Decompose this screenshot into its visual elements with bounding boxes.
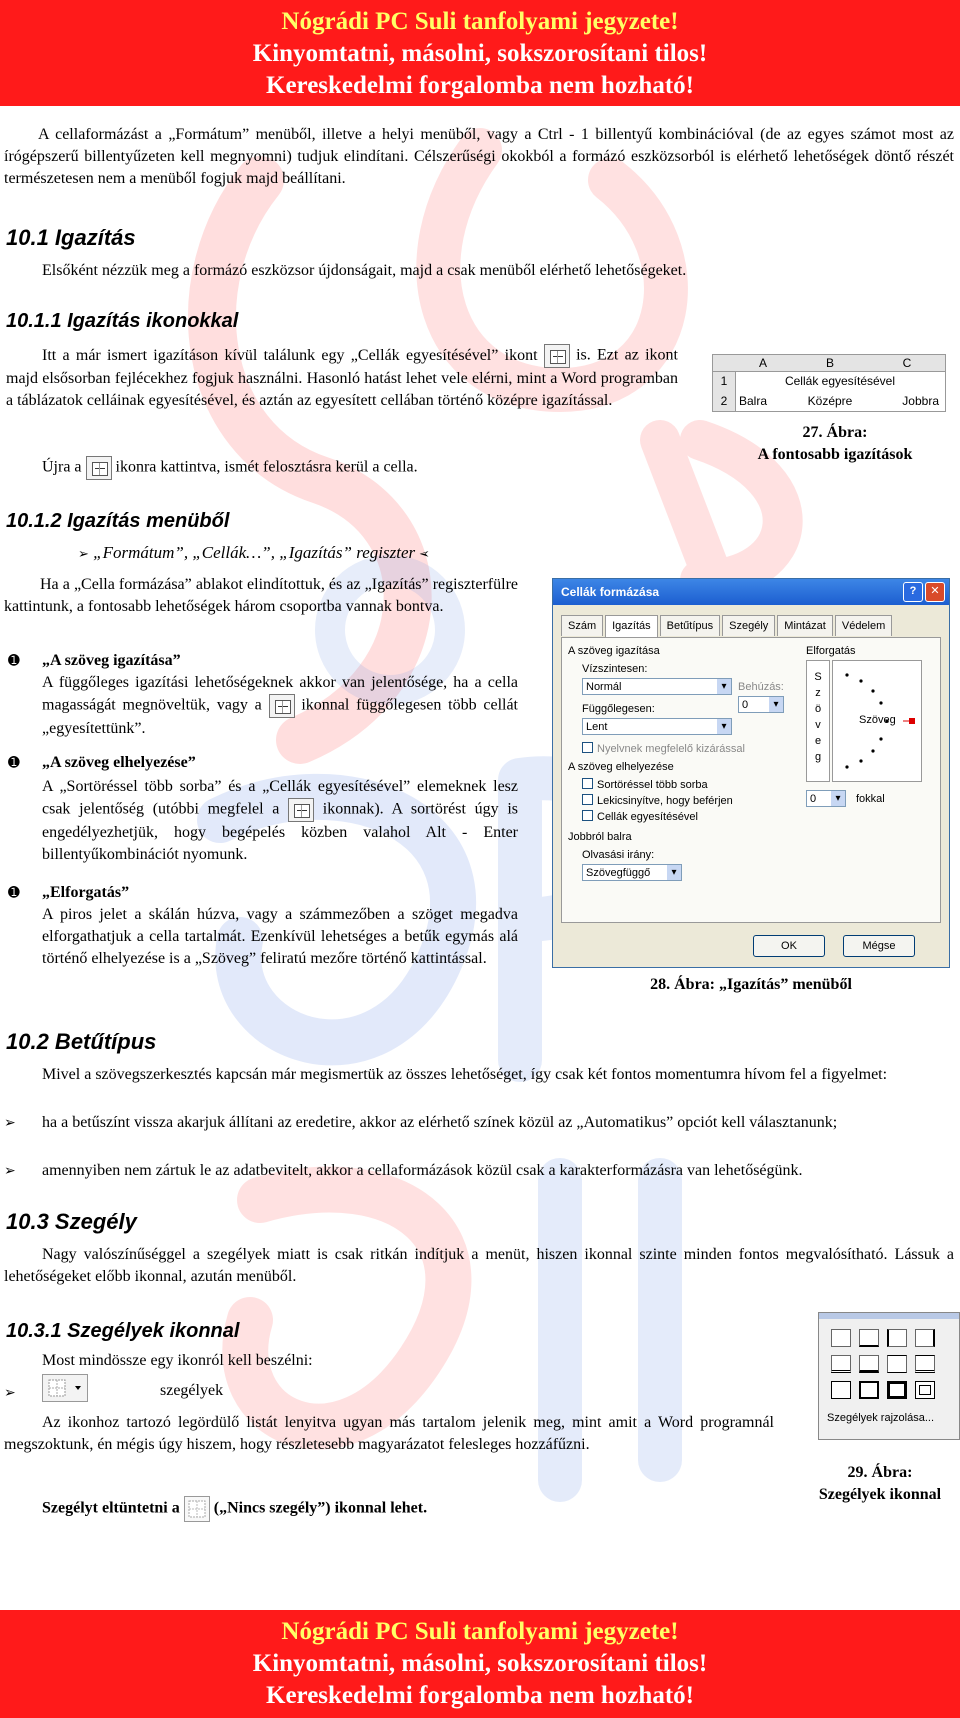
border-option[interactable]	[887, 1329, 907, 1347]
figure-29-number: 29. Ábra:	[847, 1464, 913, 1481]
figure-29-caption	[800, 1462, 960, 1506]
group-orientation: Elforgatás	[806, 645, 856, 657]
number-bullet-icon: ➊	[8, 885, 20, 901]
vertical-text-box[interactable]	[806, 660, 830, 782]
direction-select[interactable]: Szövegfüggő ▾	[582, 864, 682, 881]
b2-title: „A szöveg elhelyezése”	[42, 754, 196, 771]
borders-label: szegélyek	[160, 1382, 224, 1399]
s10-1-1-p2a: Újra a	[42, 458, 82, 476]
borders-icon-graphic	[43, 1375, 87, 1401]
banner-line-2: Kinyomtatni, másolni, sokszorosítani tilos!	[252, 40, 708, 67]
cell-right: Jobbra	[902, 394, 939, 408]
row-1: 1	[713, 372, 736, 391]
alignment-pane	[561, 637, 941, 923]
orientation-dial[interactable]	[832, 660, 922, 782]
s10-3-1-p3	[42, 1496, 427, 1522]
dialog-tabs	[561, 615, 894, 638]
orientation-text: Szöveg	[859, 714, 896, 726]
s10-1-2-p1: Ha a „Cella formázása” ablakot elindítottuk, és az „Igazítás” regiszterfülre kattintunk, a fontosabb lehetőségek három csoportba vannak bontva.	[4, 576, 518, 615]
borders-icon	[42, 1374, 88, 1402]
letter: S	[814, 671, 822, 683]
arrow-end-icon: ➢	[419, 547, 431, 562]
tab-alignment[interactable]: Igazítás	[605, 615, 658, 638]
heading-10-3: 10.3 Szegély	[6, 1209, 137, 1234]
header-banner	[0, 0, 960, 106]
draw-borders-option[interactable]: Szegélyek rajzolása...	[827, 1412, 934, 1424]
tab-patterns[interactable]: Mintázat	[777, 615, 833, 636]
border-option[interactable]	[859, 1329, 879, 1347]
shrink-to-fit-checkbox[interactable]: Lekicsinyítve, hogy beférjen	[582, 794, 733, 808]
borders-palette	[818, 1312, 960, 1440]
b1-text-a: A függőleges igazítási lehetőségeknek akkor van jelentősége, ha a cella magasságát megnöveltük, vagy a	[42, 674, 518, 714]
border-option[interactable]	[887, 1355, 907, 1373]
dialog-titlebar	[553, 579, 949, 605]
border-option[interactable]	[915, 1329, 935, 1347]
s10-1-1-p1c: Ezt az ikont majd elsősorban fejlécekhez fogjuk használni. Hasonló hatást lehet vele elérni, mint a Word programban a táblázatok celláinak egyesítésével, és aztán az egyesített cellában történő középre igazítással.	[6, 346, 678, 409]
group-text-control: A szöveg elhelyezése	[568, 761, 674, 773]
group-rtl: Jobbról balra	[568, 831, 632, 843]
arrow-bullet-icon: ➢	[78, 547, 89, 562]
b3-title: „Elforgatás”	[42, 884, 130, 901]
border-option[interactable]	[831, 1355, 851, 1373]
tab-protection[interactable]: Védelem	[835, 615, 892, 636]
intro-paragraph: A cellaformázást a „Formátum” menüből, illetve a helyi menüből, vagy a Ctrl - 1 billentyű kombinációval (de az egyes számot most az írógépszerű billentyűzeten kell megnyomni) tudjuk elindítani. Célszerűségi okokból a formázó eszközsorból is elérhető lehetőségek döntő részét természetesen nem a menüből fogjuk majd beállítani.	[4, 126, 954, 187]
heading-10-1: 10.1 Igazítás	[6, 225, 136, 250]
s10-3-p1: Nagy valószínűséggel a szegélyek miatt is csak ritkán indítjuk a menüt, hiszen ikonnal szinte minden fontos megvalósítható. Lássuk a lehetőségeket előbb ikonnal, azután menüből.	[4, 1246, 954, 1285]
s10-3-1-p1: Most mindössze egy ikonról kell beszélni:	[42, 1352, 313, 1369]
letter: ö	[814, 703, 822, 715]
banner-line-1: Nógrádi PC Suli tanfolyami jegyzete!	[281, 8, 679, 35]
col-a: A	[735, 355, 791, 372]
merged-cell: Cellák egyesítésével	[784, 374, 896, 388]
cancel-button[interactable]: Mégse	[843, 935, 915, 957]
indent-input[interactable]: 0 ▾	[738, 696, 784, 713]
tab-number[interactable]: Szám	[561, 615, 603, 636]
s10-1-1-p1a: Itt a már ismert igazításon kívül találunk egy „Cellák egyesítésével” ikont	[42, 346, 538, 364]
footer-line-2: Kinyomtatni, másolni, sokszorosítani tilos!	[252, 1650, 708, 1677]
letter: z	[815, 687, 821, 699]
s10-2-p1: Mivel a szövegszerkesztés kapcsán már megismertük az összes lehetőséget, így csak két fontos momentumra hívom fel a figyelmet:	[42, 1066, 888, 1083]
menu-path-text: „Formátum”, „Cellák…”, „Igazítás” regiszter	[93, 543, 416, 562]
arrow-bullet-icon: ➢	[4, 1163, 16, 1179]
figure-27-title: A fontosabb igazítások	[757, 446, 913, 463]
footer-banner	[0, 1610, 960, 1718]
no-border-icon	[184, 1496, 210, 1522]
wrap-text-checkbox[interactable]: Sortöréssel több sorba	[582, 778, 708, 792]
cell-center: Középre	[807, 394, 853, 408]
row-2: 2	[713, 391, 736, 411]
no-border-icon-graphic	[185, 1497, 209, 1521]
degrees-label: fokkal	[856, 793, 885, 805]
arrow-bullet-icon: ➢	[4, 1385, 16, 1401]
b1-title: „A szöveg igazítása”	[42, 652, 181, 669]
footer-line-3: Kereskedelmi forgalomba nem hozható!	[266, 1682, 694, 1709]
dialog-title: Cellák formázása	[561, 585, 660, 599]
border-option[interactable]	[915, 1355, 935, 1373]
figure-28-caption: 28. Ábra: „Igazítás” menüből	[650, 976, 852, 993]
border-option[interactable]	[859, 1355, 879, 1373]
vertical-label: Függőlegesen:	[582, 703, 655, 715]
vertical-text-letters	[807, 661, 829, 765]
col-b: B	[791, 355, 869, 372]
merge-cells-icon	[288, 798, 314, 822]
s10-1-1-p2	[42, 456, 682, 480]
footer-line-1: Nógrádi PC Suli tanfolyami jegyzete!	[281, 1618, 679, 1645]
heading-10-1-1: 10.1.1 Igazítás ikonokkal	[6, 310, 239, 332]
col-c: C	[869, 355, 945, 372]
s10-3-1-p2: Az ikonhoz tartozó legördülő listát lenyitva ugyan más tartalom jelenik meg, mint amit a Word programnál megszoktunk, én mégis úgy hiszem, hogy részletesebb magyarázatot felesleges hozzáfűzni.	[4, 1414, 774, 1453]
border-option[interactable]	[887, 1381, 907, 1399]
s10-3-1-p3b: („Nincs szegély”) ikonnal lehet.	[213, 1499, 428, 1517]
ok-button[interactable]: OK	[753, 935, 825, 957]
border-option[interactable]	[859, 1381, 879, 1399]
figure-27-number: 27. Ábra:	[802, 424, 868, 441]
tab-border[interactable]: Szegély	[722, 615, 775, 636]
s10-2-li1: ha a betűszínt vissza akarjuk állítani az eredetire, akkor az elérhető színek közül az „Automatikus” opciót kell választanunk;	[42, 1114, 838, 1131]
heading-10-3-1: 10.3.1 Szegélyek ikonnal	[6, 1320, 240, 1342]
cell-left: Balra	[739, 394, 768, 408]
merge-cells-checkbox[interactable]: Cellák egyesítésével	[582, 810, 698, 824]
direction-label: Olvasási irány:	[582, 849, 655, 861]
figure-27-caption	[720, 422, 950, 466]
format-cells-dialog	[552, 578, 950, 968]
arrow-bullet-icon: ➢	[4, 1115, 16, 1131]
horizontal-select[interactable]: Normál ▾	[582, 678, 732, 695]
menu-path	[78, 542, 430, 566]
b2-text-b: ikonnak).	[322, 800, 384, 818]
b2-text	[42, 776, 518, 866]
justify-distributed-checkbox[interactable]: Nyelvnek megfelelő kizárással	[582, 742, 745, 756]
s10-1-1-p1b: is.	[576, 346, 591, 364]
heading-10-2: 10.2 Betűtípus	[6, 1029, 157, 1054]
border-option[interactable]	[831, 1381, 851, 1399]
b2-text-c: A sortörést úgy is engedélyezhetjük, hogy begépelés közben valahol Alt - Enter billentyűkombinációt nyomunk.	[42, 800, 518, 863]
s10-1-1-paragraph	[6, 344, 678, 412]
letter: g	[814, 751, 822, 763]
s10-1-text: Elsőként nézzük meg a formázó eszközsor újdonságait, majd a csak menüből elérhető lehetőségeket.	[42, 262, 687, 279]
merge-cells-icon	[544, 344, 570, 368]
figure-29-title: Szegélyek ikonnal	[818, 1486, 942, 1503]
b2-text-a: A „Sortöréssel több sorba” és a „Cellák egyesítésével” elemeknek lesz csak jelentőség (utóbbi megfelel a	[42, 778, 518, 818]
b1-text-b: ikonnal függőlegesen több cellát „egyesítettünk”.	[42, 696, 519, 737]
merge-cells-icon	[86, 456, 112, 480]
s10-1-1-p2b: ikonra kattintva, ismét felosztásra kerül a cella.	[115, 458, 418, 476]
border-option[interactable]	[915, 1381, 935, 1399]
figure-27-sheet	[712, 354, 946, 412]
group-text-alignment: A szöveg igazítása	[568, 645, 660, 657]
number-bullet-icon: ➊	[8, 653, 20, 669]
banner-line-3: Kereskedelmi forgalomba nem hozható!	[266, 72, 694, 99]
s10-3-1-p3a: Szegélyt eltüntetni a	[42, 1499, 180, 1517]
merge-cells-icon	[269, 694, 295, 718]
letter: v	[815, 719, 821, 731]
tab-font[interactable]: Betűtípus	[660, 615, 720, 636]
heading-10-1-2: 10.1.2 Igazítás menüből	[6, 510, 230, 532]
horizontal-label: Vízszintesen:	[582, 663, 648, 675]
help-button[interactable]: ?	[903, 582, 923, 602]
number-bullet-icon: ➊	[8, 755, 20, 771]
s10-2-li2: amennyiben nem zártuk le az adatbevitelt, akkor a cellaformázások közül csak a karakterformázásra van lehetőségünk.	[42, 1162, 803, 1179]
border-option[interactable]	[831, 1329, 851, 1347]
close-button[interactable]: ✕	[925, 582, 945, 602]
indent-label: Behúzás:	[738, 681, 784, 693]
b1-text	[42, 672, 518, 740]
palette-grip[interactable]	[819, 1313, 959, 1319]
b3-text: A piros jelet a skálán húzva, vagy a számmezőben a szöget megadva elforgathatjuk a cella tartalmát. Ezenkívül lehetséges a betűk egymás alá történő elhelyezése is a „Szöveg” feliratú mezőre történő kattintással.	[42, 906, 518, 967]
letter: e	[814, 735, 822, 747]
degrees-input[interactable]: 0 ▾	[806, 790, 846, 807]
vertical-select[interactable]: Lent ▾	[582, 718, 732, 735]
